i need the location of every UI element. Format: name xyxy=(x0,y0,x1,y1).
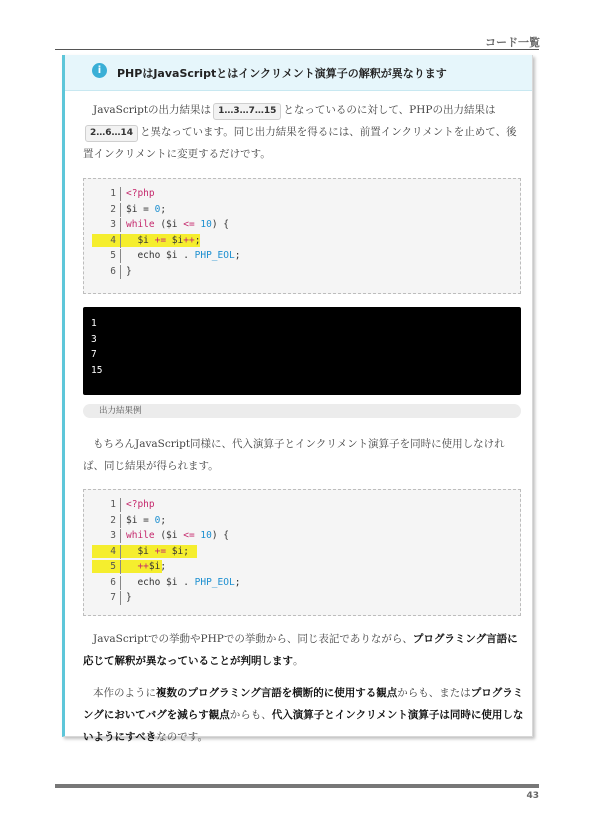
line-number: 4 xyxy=(110,545,116,557)
para4-text-1: 本作のように xyxy=(93,687,156,699)
terminal-line: 3 xyxy=(91,333,97,345)
code-text: } xyxy=(126,592,132,603)
line-number: 2 xyxy=(110,203,116,215)
page-number: 43 xyxy=(526,791,539,801)
paragraph-behavior-diff xyxy=(83,628,524,672)
code-line xyxy=(84,513,520,529)
line-number: 3 xyxy=(110,219,116,230)
line-number: 4 xyxy=(110,234,116,246)
code-text: $i += $i++; xyxy=(126,234,201,246)
terminal-line: 7 xyxy=(91,349,97,360)
para1-text-2: となっているのに対して、PHPの出力結果は xyxy=(283,104,496,116)
gutter-bar xyxy=(120,218,121,232)
code-line xyxy=(84,186,520,202)
header-rule xyxy=(55,49,539,50)
line-number: 2 xyxy=(110,514,116,526)
para4-bold-3: 代入演算子とインクリメント演算子は同時に使用しないようにすべき xyxy=(83,709,524,743)
code-text: echo $i . PHP_EOL; xyxy=(126,576,241,588)
code-text: $i = 0; xyxy=(126,203,167,215)
running-head: コード一覧 xyxy=(485,36,540,49)
code-line xyxy=(84,559,520,575)
paragraph-conclusion xyxy=(83,682,524,748)
para4-text-4: なのです。 xyxy=(156,731,208,743)
para1-text-3: と異なっています。同じ出力結果を得るには、前置インクリメントを止めて、後置インクリメントに変更するだけです。 xyxy=(83,126,517,160)
para4-text-3: からも、 xyxy=(229,709,272,721)
code-line xyxy=(84,590,520,606)
code-block-1 xyxy=(83,178,521,294)
line-number: 1 xyxy=(110,499,116,510)
code-text: ++$i; xyxy=(137,561,167,572)
info-box-title: PHPはJavaScriptとはインクリメント演算子の解釈が異なります xyxy=(117,67,447,80)
output-caption xyxy=(83,404,521,418)
gutter-bar xyxy=(120,529,121,543)
code-line xyxy=(84,575,520,591)
para3-text-1: JavaScriptでの挙動やPHPでの挙動から、同じ表記でありながら、 xyxy=(93,633,413,645)
code-line xyxy=(84,202,520,218)
code-line xyxy=(84,233,520,249)
para4-bold-2: プログラミングにおいてバグを減らす観点 xyxy=(83,687,524,721)
info-box-title-bar xyxy=(65,55,532,91)
gutter-bar xyxy=(120,187,121,201)
para4-text-2: からも、または xyxy=(397,687,471,699)
line-number: 6 xyxy=(110,265,116,277)
terminal-line: 1 xyxy=(91,318,97,329)
gutter-bar xyxy=(120,591,121,605)
code-line xyxy=(84,217,520,233)
gutter-bar xyxy=(120,560,121,574)
gutter-bar xyxy=(120,576,121,590)
code-text: while ($i <= 10) { xyxy=(126,530,230,541)
php-output-chip: 2…6…14 xyxy=(85,125,138,142)
line-number: 5 xyxy=(110,561,116,572)
code-line xyxy=(84,264,520,280)
line-number: 1 xyxy=(110,188,116,199)
code-line xyxy=(84,248,520,264)
code-text: echo $i . PHP_EOL; xyxy=(126,250,241,261)
code-text: $i += $i; xyxy=(126,545,189,557)
terminal-line: 15 xyxy=(91,364,103,376)
para3-text-2: 。 xyxy=(293,655,304,667)
code-text: while ($i <= 10) { xyxy=(126,219,230,230)
terminal-output xyxy=(83,307,521,395)
js-output-chip: 1…3…7…15 xyxy=(213,103,281,120)
line-number: 7 xyxy=(110,592,116,603)
code-text: } xyxy=(126,265,132,277)
gutter-bar xyxy=(120,514,121,528)
code-text: <?php xyxy=(126,188,155,199)
gutter-bar xyxy=(120,203,121,217)
line-number: 6 xyxy=(110,576,116,588)
code-line xyxy=(84,528,520,544)
gutter-bar xyxy=(120,234,121,248)
para3-bold-1: プログラミング言語に応じて解釈が異なっていることが判明します xyxy=(83,633,518,667)
gutter-bar xyxy=(120,265,121,279)
gutter-bar xyxy=(120,498,121,512)
gutter-bar xyxy=(120,545,121,559)
paragraph-output-comparison xyxy=(83,99,524,165)
code-line xyxy=(84,497,520,513)
line-number: 5 xyxy=(110,250,116,261)
paragraph-javascript-same: もちろんJavaScript同様に、代入演算子とインクリメント演算子を同時に使用しなければ、同じ結果が得られます。 xyxy=(83,438,505,472)
caption-text: 出力結果例 xyxy=(99,406,142,416)
para1-text-1: JavaScriptの出力結果は xyxy=(93,104,212,116)
code-text: $i = 0; xyxy=(126,514,167,526)
gutter-bar xyxy=(120,249,121,263)
line-number: 3 xyxy=(110,530,116,541)
info-icon: i xyxy=(92,63,107,78)
code-line xyxy=(84,544,520,560)
info-box xyxy=(62,55,533,743)
code-block-2 xyxy=(83,489,521,616)
footer-rule xyxy=(55,784,539,788)
para4-bold-1: 複数のプログラミング言語を横断的に使用する観点 xyxy=(156,687,398,699)
code-text: <?php xyxy=(126,499,155,510)
